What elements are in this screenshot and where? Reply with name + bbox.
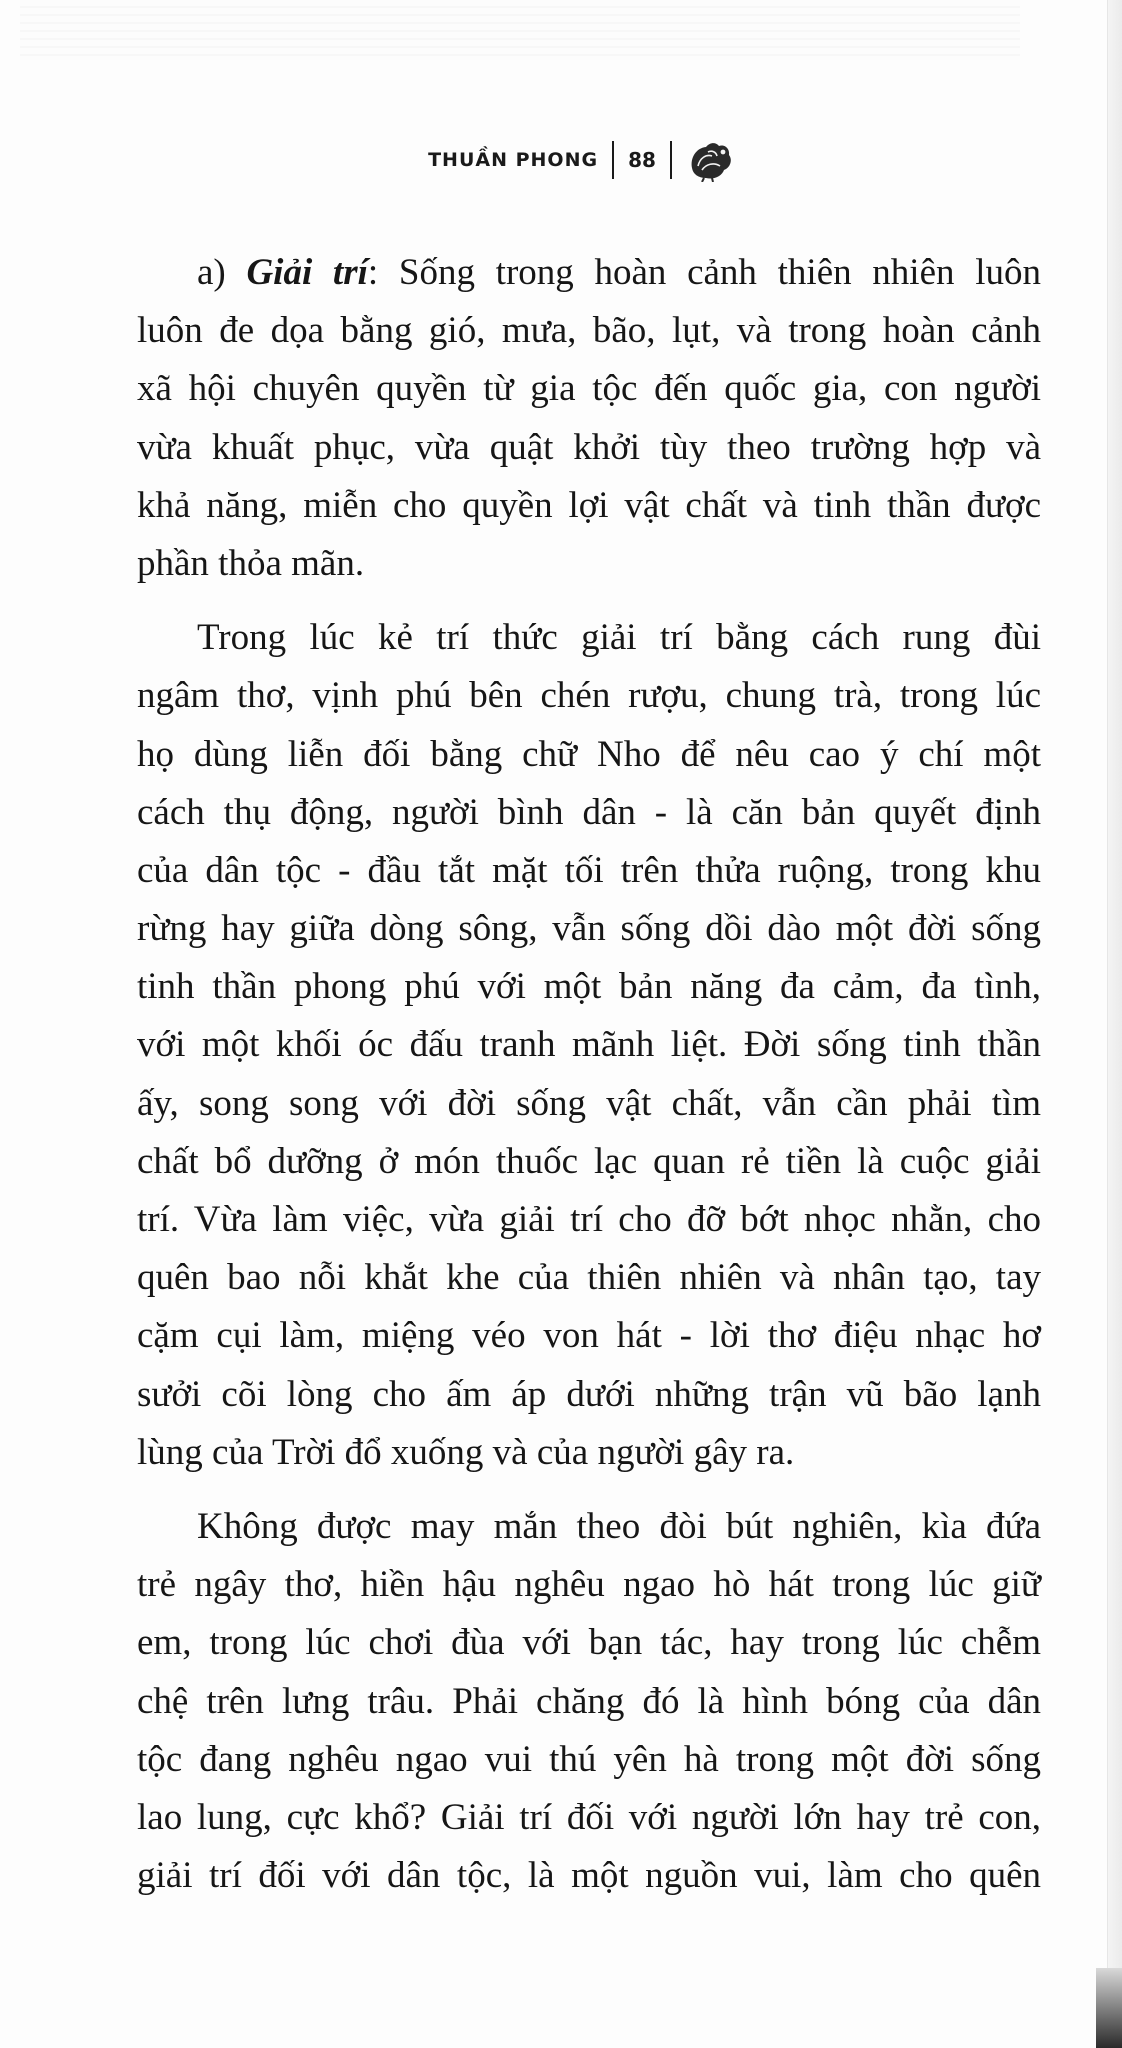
- section-label: Giải trí: [246, 252, 368, 293]
- text-line: phần thỏa mãn.: [137, 542, 365, 584]
- text-line: vừa khuất phục, vừa quật khởi tùy theo trường hợp và: [137, 426, 1041, 468]
- text-line: rừng hay giữa dòng sông, vẫn sống dồi dào một đời sống: [137, 908, 1041, 950]
- text-line: ấy, song song với đời sống vật chất, vẫn cần phải tìm: [137, 1082, 1041, 1124]
- text-line: giải trí đối với dân tộc, là một nguồn vui, làm cho quên: [137, 1855, 1041, 1897]
- page-edge: [1107, 0, 1122, 2048]
- text-line: lao lung, cực khổ? Giải trí đối với người lớn hay trẻ con,: [137, 1796, 1041, 1838]
- text-line: quên bao nỗi khắt khe của thiên nhiên và nhân tạo, tay: [137, 1257, 1041, 1299]
- text-line: Trong lúc kẻ trí thức giải trí bằng cách rung đùi: [197, 617, 1041, 659]
- text-line: xã hội chuyên quyền từ gia tộc đến quốc gia, con người: [137, 368, 1041, 410]
- text-line: a) Giải trí: Sống trong hoàn cảnh thiên nhiên luôn: [197, 252, 1041, 293]
- text-line: cách thụ động, người bình dân - là căn bản quyết định: [137, 791, 1041, 833]
- author-name: THUẦN PHONG: [428, 149, 599, 171]
- text-line: tinh thần phong phú với một bản năng đa cảm, đa tình,: [137, 966, 1041, 1008]
- running-header: [0, 138, 1122, 182]
- text-line: chất bổ dưỡng ở món thuốc lạc quan rẻ tiền là cuộc giải: [137, 1140, 1041, 1182]
- page-corner-shadow: [1096, 1968, 1122, 2048]
- text-line: của dân tộc - đầu tắt mặt tối trên thửa ruộng, trong khu: [137, 849, 1041, 891]
- text-line: em, trong lúc chơi đùa với bạn tác, hay trong lúc chễm: [137, 1622, 1041, 1664]
- text-line: luôn đe dọa bằng gió, mưa, bão, lụt, và trong hoàn cảnh: [137, 310, 1041, 352]
- text-line: họ dùng liễn đối bằng chữ Nho để nêu cao ý chí một: [137, 733, 1041, 775]
- text-line: khả năng, miễn cho quyền lợi vật chất và tinh thần được: [137, 484, 1041, 526]
- text-line: tộc đang nghêu ngao vui thú yên hà trong một đời sống: [137, 1738, 1041, 1780]
- rooster-icon: [686, 138, 734, 182]
- text-line: lùng của Trời đổ xuống và của người gây ra.: [137, 1431, 795, 1473]
- show-through-text: [20, 0, 1020, 60]
- text-line: trí. Vừa làm việc, vừa giải trí cho đỡ bớt nhọc nhằn, cho: [137, 1199, 1041, 1240]
- page-number: 88: [628, 148, 656, 172]
- text-line: với một khối óc đấu tranh mãnh liệt. Đời sống tinh thần: [137, 1024, 1041, 1066]
- text-line: trẻ ngây thơ, hiền hậu nghêu ngao hò hát trong lúc giữ: [137, 1564, 1041, 1606]
- text-line: cặm cụi làm, miệng véo von hát - lời thơ điệu nhạc hơ: [137, 1315, 1041, 1357]
- header-divider: [670, 141, 672, 179]
- text-line: sưởi cõi lòng cho ấm áp dưới những trận vũ bão lạnh: [137, 1373, 1041, 1415]
- text-line: Không được may mắn theo đòi bút nghiên, kìa đứa: [197, 1505, 1041, 1547]
- text-line: ngâm thơ, vịnh phú bên chén rượu, chung trà, trong lúc: [137, 675, 1041, 717]
- header-divider: [612, 141, 614, 179]
- body-text: [137, 244, 1041, 1905]
- text-line: chệ trên lưng trâu. Phải chăng đó là hình bóng của dân: [137, 1680, 1041, 1722]
